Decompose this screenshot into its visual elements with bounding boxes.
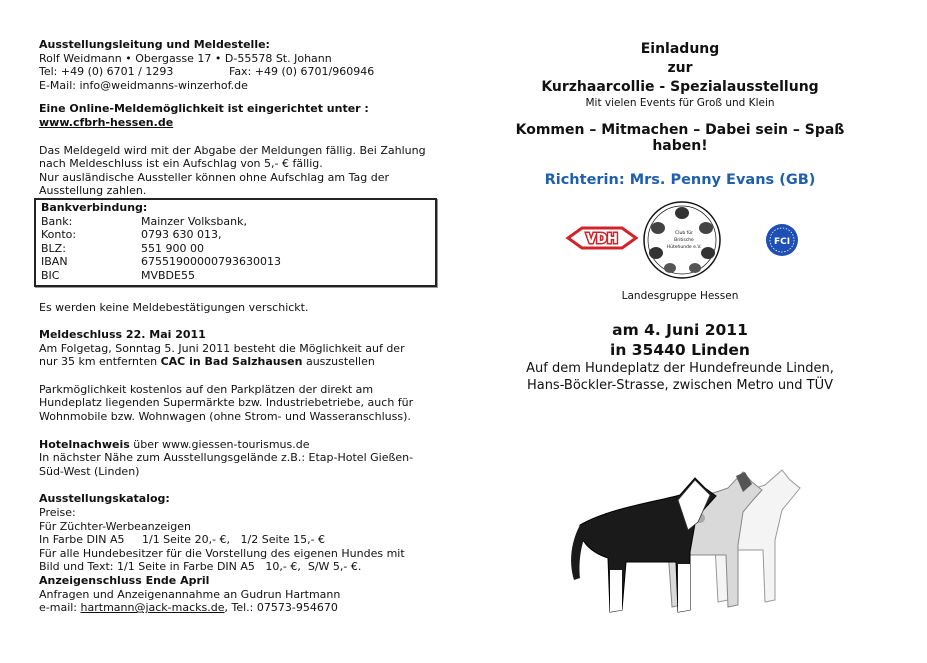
ad-line-1: Anfragen und Anzeigenannahme an Gudrun Hartmann bbox=[39, 587, 341, 601]
hotel-line-1 bbox=[39, 438, 439, 452]
org-address: Rolf Weidmann • Obergasse 17 • D-55578 St. Johann bbox=[39, 51, 332, 65]
collies-illustration bbox=[560, 440, 860, 620]
fee-line-1: Das Meldegeld wird mit der Abgabe der Meldungen fällig. Bei Zahlung bbox=[39, 143, 426, 157]
vdh-logo bbox=[568, 228, 636, 248]
fci-text: FCI bbox=[773, 237, 791, 247]
show-place: in 35440 Linden bbox=[610, 341, 750, 359]
bank-value: MVBDE55 bbox=[141, 268, 195, 282]
catalog-line-4: Für alle Hundebesitzer für die Vorstellung des eigenen Hundes mit bbox=[39, 546, 405, 560]
club-text-3: Hütehunde e.V. bbox=[666, 245, 702, 250]
right-column bbox=[490, 40, 870, 394]
hotel-url: über www.giessen-tourismus.de bbox=[129, 437, 310, 451]
fee-line-4: Ausstellung zahlen. bbox=[39, 184, 147, 198]
ad-phone: , Tel.: 07573-954670 bbox=[224, 601, 338, 615]
bank-value: 0793 630 013, bbox=[141, 228, 222, 242]
region: Landesgruppe Hessen bbox=[621, 290, 739, 302]
bank-label: IBAN bbox=[41, 255, 68, 269]
club-badge-logo bbox=[644, 202, 720, 278]
venue-line-2: Hans-Böckler-Strasse, zwischen Metro und TÜV bbox=[526, 378, 834, 393]
club-text-2: Britische bbox=[674, 238, 694, 243]
deadline-text-end: auszustellen bbox=[302, 355, 375, 369]
bank-row bbox=[41, 242, 431, 256]
deadline-line-2 bbox=[39, 355, 439, 369]
cac-location: CAC in Bad Salzhausen bbox=[160, 355, 303, 369]
ad-email-prefix: e-mail: bbox=[39, 601, 81, 615]
bank-value: Mainzer Volksbank, bbox=[141, 214, 247, 228]
show-date: am 4. Juni 2011 bbox=[612, 321, 748, 339]
logos-graphic bbox=[490, 200, 870, 290]
fci-logo bbox=[766, 224, 798, 256]
online-url-link[interactable]: www.cfbrh-hessen.de bbox=[39, 115, 174, 129]
deadline-heading: Meldeschluss 22. Mai 2011 bbox=[39, 328, 206, 342]
hotel-heading: Hotelnachweis bbox=[39, 437, 130, 451]
vdh-logo-text: VDH bbox=[586, 232, 618, 247]
phone-fax-line bbox=[39, 65, 439, 79]
title-invitation: Einladung bbox=[640, 41, 720, 57]
bank-value: 551 900 00 bbox=[141, 241, 204, 255]
motto: Kommen – Mitmachen – Dabei sein – Spaß haben! bbox=[515, 122, 845, 154]
deadline-line-1: Am Folgetag, Sonntag 5. Juni 2011 besteht die Möglichkeit auf der bbox=[39, 341, 405, 355]
title-zur: zur bbox=[667, 60, 693, 76]
title-show: Kurzhaarcollie - Spezialausstellung bbox=[541, 79, 819, 95]
no-confirmation-note: Es werden keine Meldebestätigungen verschickt. bbox=[39, 300, 309, 314]
bank-heading: Bankverbindung: bbox=[41, 200, 148, 214]
bank-row bbox=[41, 269, 431, 283]
catalog-line-3: In Farbe DIN A5 1/1 Seite 20,- €, 1/2 Seite 15,- € bbox=[39, 533, 326, 547]
bank-label: BIC bbox=[41, 268, 60, 282]
bank-details-box bbox=[34, 198, 437, 287]
deadline-text: nur 35 km entfernten bbox=[39, 355, 161, 369]
logos-row bbox=[490, 200, 870, 290]
subtitle: Mit vielen Events für Groß und Klein bbox=[585, 97, 775, 109]
bank-label: BLZ: bbox=[41, 241, 66, 255]
bank-row bbox=[41, 215, 431, 229]
email: E-Mail: info@weidmanns-winzerhof.de bbox=[39, 78, 248, 92]
catalog-line-1: Preise: bbox=[39, 506, 76, 520]
fee-line-3: Nur ausländische Aussteller können ohne Aufschlag am Tag der bbox=[39, 170, 389, 184]
fax: Fax: +49 (0) 6701/960946 bbox=[229, 65, 375, 79]
bank-label: Bank: bbox=[41, 214, 73, 228]
club-text-1: Club für bbox=[675, 231, 693, 236]
bank-value: 67551900000793630013 bbox=[141, 255, 281, 269]
bank-row bbox=[41, 255, 431, 269]
hotel-line-2: In nächster Nähe zum Ausstellungsgelände z.B.: Etap-Hotel Gießen- bbox=[39, 451, 414, 465]
hotel-line-3: Süd-West (Linden) bbox=[39, 464, 140, 478]
ad-email-link[interactable]: hartmann@jack-macks.de bbox=[80, 601, 225, 615]
judge: Richterin: Mrs. Penny Evans (GB) bbox=[544, 172, 816, 188]
parking-line-3: Wohnmobile bzw. Wohnwagen (ohne Strom- und Wasseranschluss). bbox=[39, 410, 411, 424]
catalog-line-5: Bild und Text: 1/1 Seite in Farbe DIN A5 10,- €, S/W 5,- €. bbox=[39, 560, 362, 574]
left-column bbox=[39, 38, 439, 615]
ad-deadline: Anzeigenschluss Ende April bbox=[39, 574, 210, 587]
parking-line-1: Parkmöglichkeit kostenlos auf den Parkplätzen der direkt am bbox=[39, 382, 374, 396]
catalog-heading: Ausstellungskatalog: bbox=[39, 492, 170, 506]
bank-row bbox=[41, 228, 431, 242]
online-heading: Eine Online-Meldemöglichkeit ist eingerichtet unter : bbox=[39, 102, 369, 116]
catalog-line-2: Für Züchter-Werbeanzeigen bbox=[39, 519, 191, 533]
venue-line-1: Auf dem Hundeplatz der Hundefreunde Linden, bbox=[526, 361, 834, 376]
bank-label: Konto: bbox=[41, 228, 77, 242]
ad-contact-line bbox=[39, 601, 439, 615]
org-heading: Ausstellungsleitung und Meldestelle: bbox=[39, 38, 270, 51]
parking-line-2: Hundeplatz liegenden Supermärkte bzw. Industriebetriebe, auch für bbox=[39, 396, 414, 410]
phone: Tel: +49 (0) 6701 / 1293 bbox=[39, 65, 174, 79]
fee-line-2: nach Meldeschluss ist ein Aufschlag von 5,- € fällig. bbox=[39, 157, 323, 171]
